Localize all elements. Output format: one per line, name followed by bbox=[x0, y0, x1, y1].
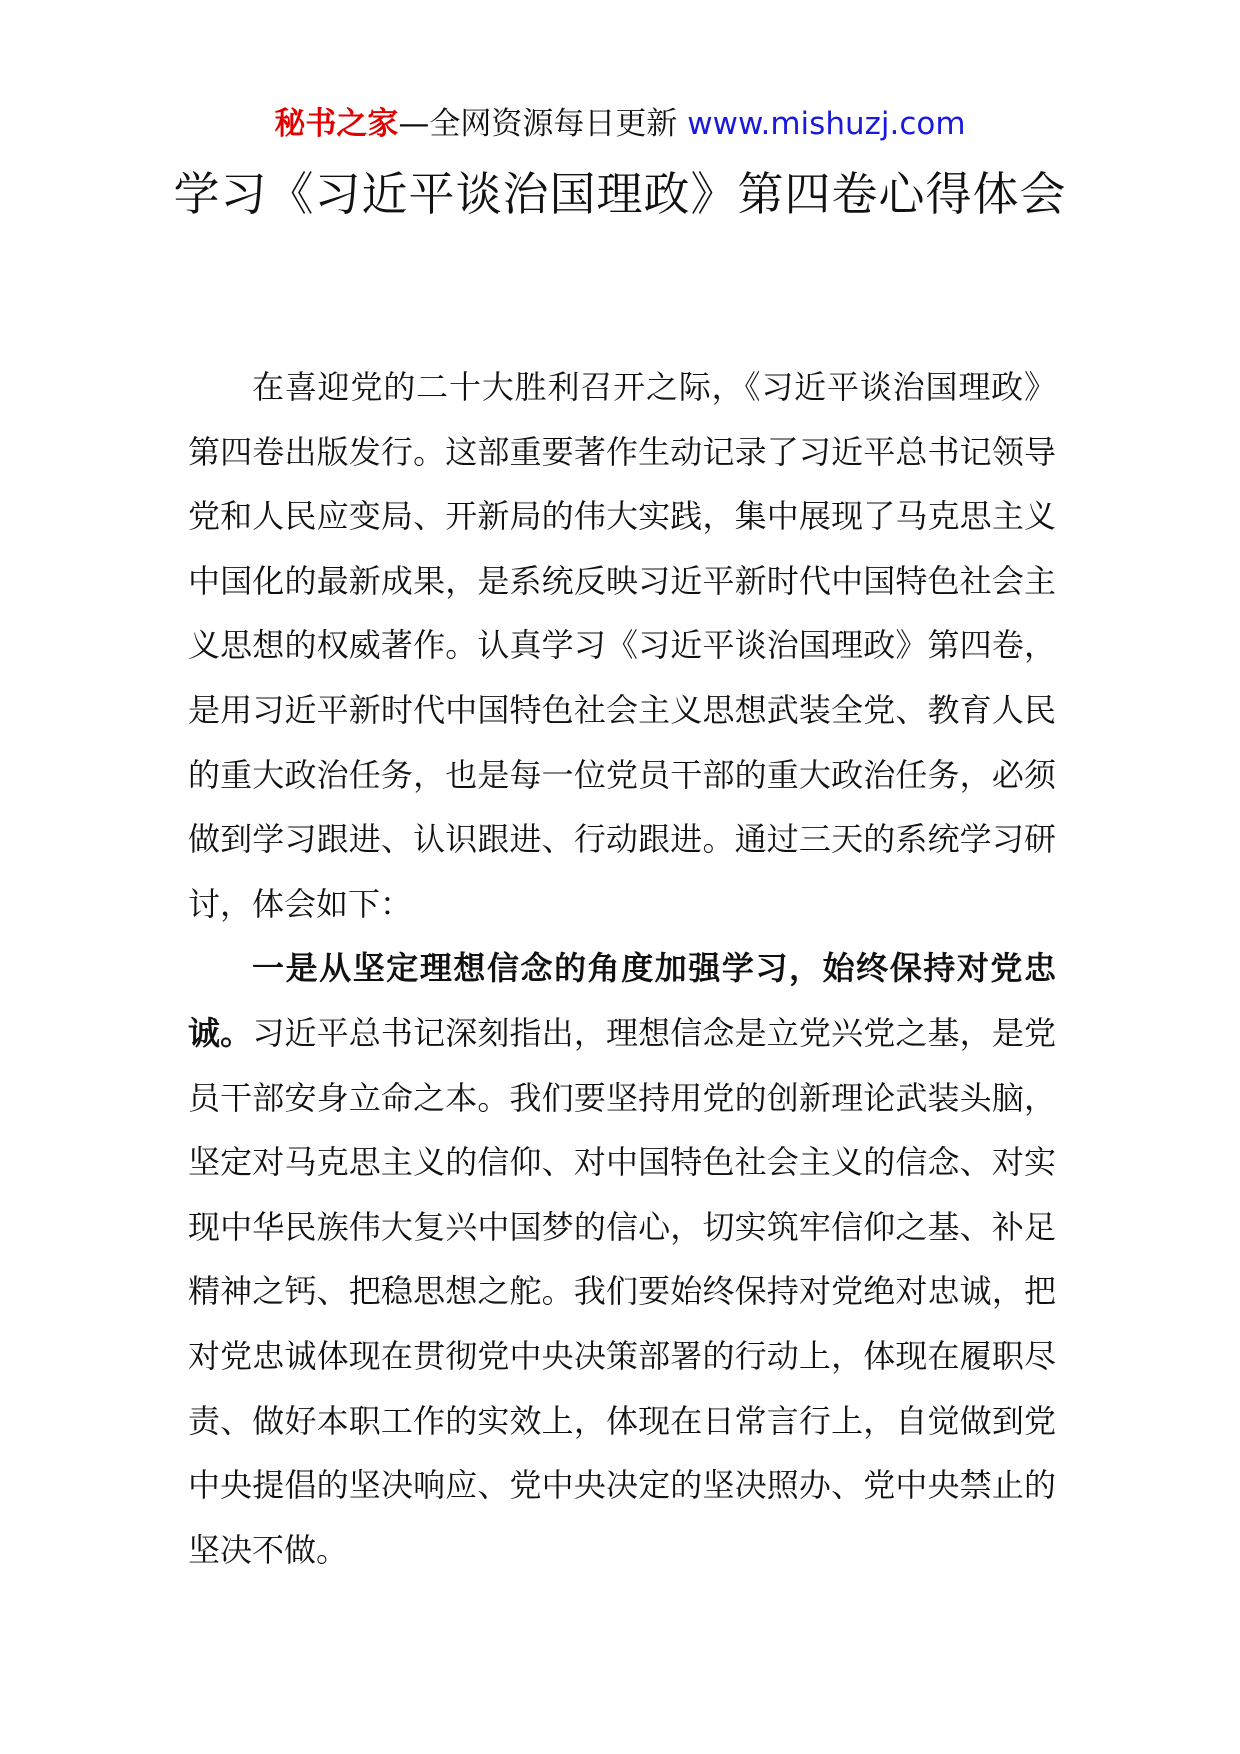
brand-name: 秘书之家 bbox=[274, 106, 399, 142]
document-title: 学习《习近平谈治国理政》第四卷心得体会 bbox=[173, 167, 1067, 221]
brand-url: www.mishuzj.com bbox=[687, 106, 966, 142]
brand-tagline: —全网资源每日更新 bbox=[398, 106, 688, 142]
paragraph-text: 习近平总书记深刻指出，理想信念是立党兴党之基，是党员干部安身立命之本。我们要坚持用党的创新理论武装头脑，坚定对马克思主义的信仰、对中国特色社会主义的信念、对实现中华民族伟大复兴中国梦的信心，切实筑牢信仰之基、补足精神之钙、把稳思想之舵。我们要始终保持对党绝对忠诚，把对党忠诚体现在贯彻党中央决策部署的行动上，体现在履职尽责、做好本职工作的实效上，体现在日常言行上，自觉做到党中央提倡的坚决响应、党中央决定的坚决照办、党中央禁止的坚决不做。 bbox=[188, 1013, 1056, 1569]
paragraph-lead: 一是从坚定理想信念的角度加强学习，始终保持对党忠诚。 bbox=[188, 949, 1056, 1052]
paragraph-text: 在喜迎党的二十大胜利召开之际，《习近平谈治国理政》第四卷出版发行。这部重要著作生动记录了习近平总书记领导党和人民应变局、开新局的伟大实践，集中展现了马克思主义中国化的最新成果，是系统反映习近平新时代中国特色社会主义思想的权威著作。认真学习《习近平谈治国理政》第四卷，是用习近平新时代中国特色社会主义思想武装全党、教育人民的重大政治任务，也是每一位党员干部的重大政治任务，必须做到学习跟进、认识跟进、行动跟进。通过三天的系统学习研讨，体会如下： bbox=[188, 368, 1056, 923]
paragraph-intro bbox=[188, 355, 1056, 936]
paragraph-point-one bbox=[188, 936, 1056, 1582]
watermark-header bbox=[0, 102, 1240, 146]
document-body bbox=[188, 355, 1056, 1582]
